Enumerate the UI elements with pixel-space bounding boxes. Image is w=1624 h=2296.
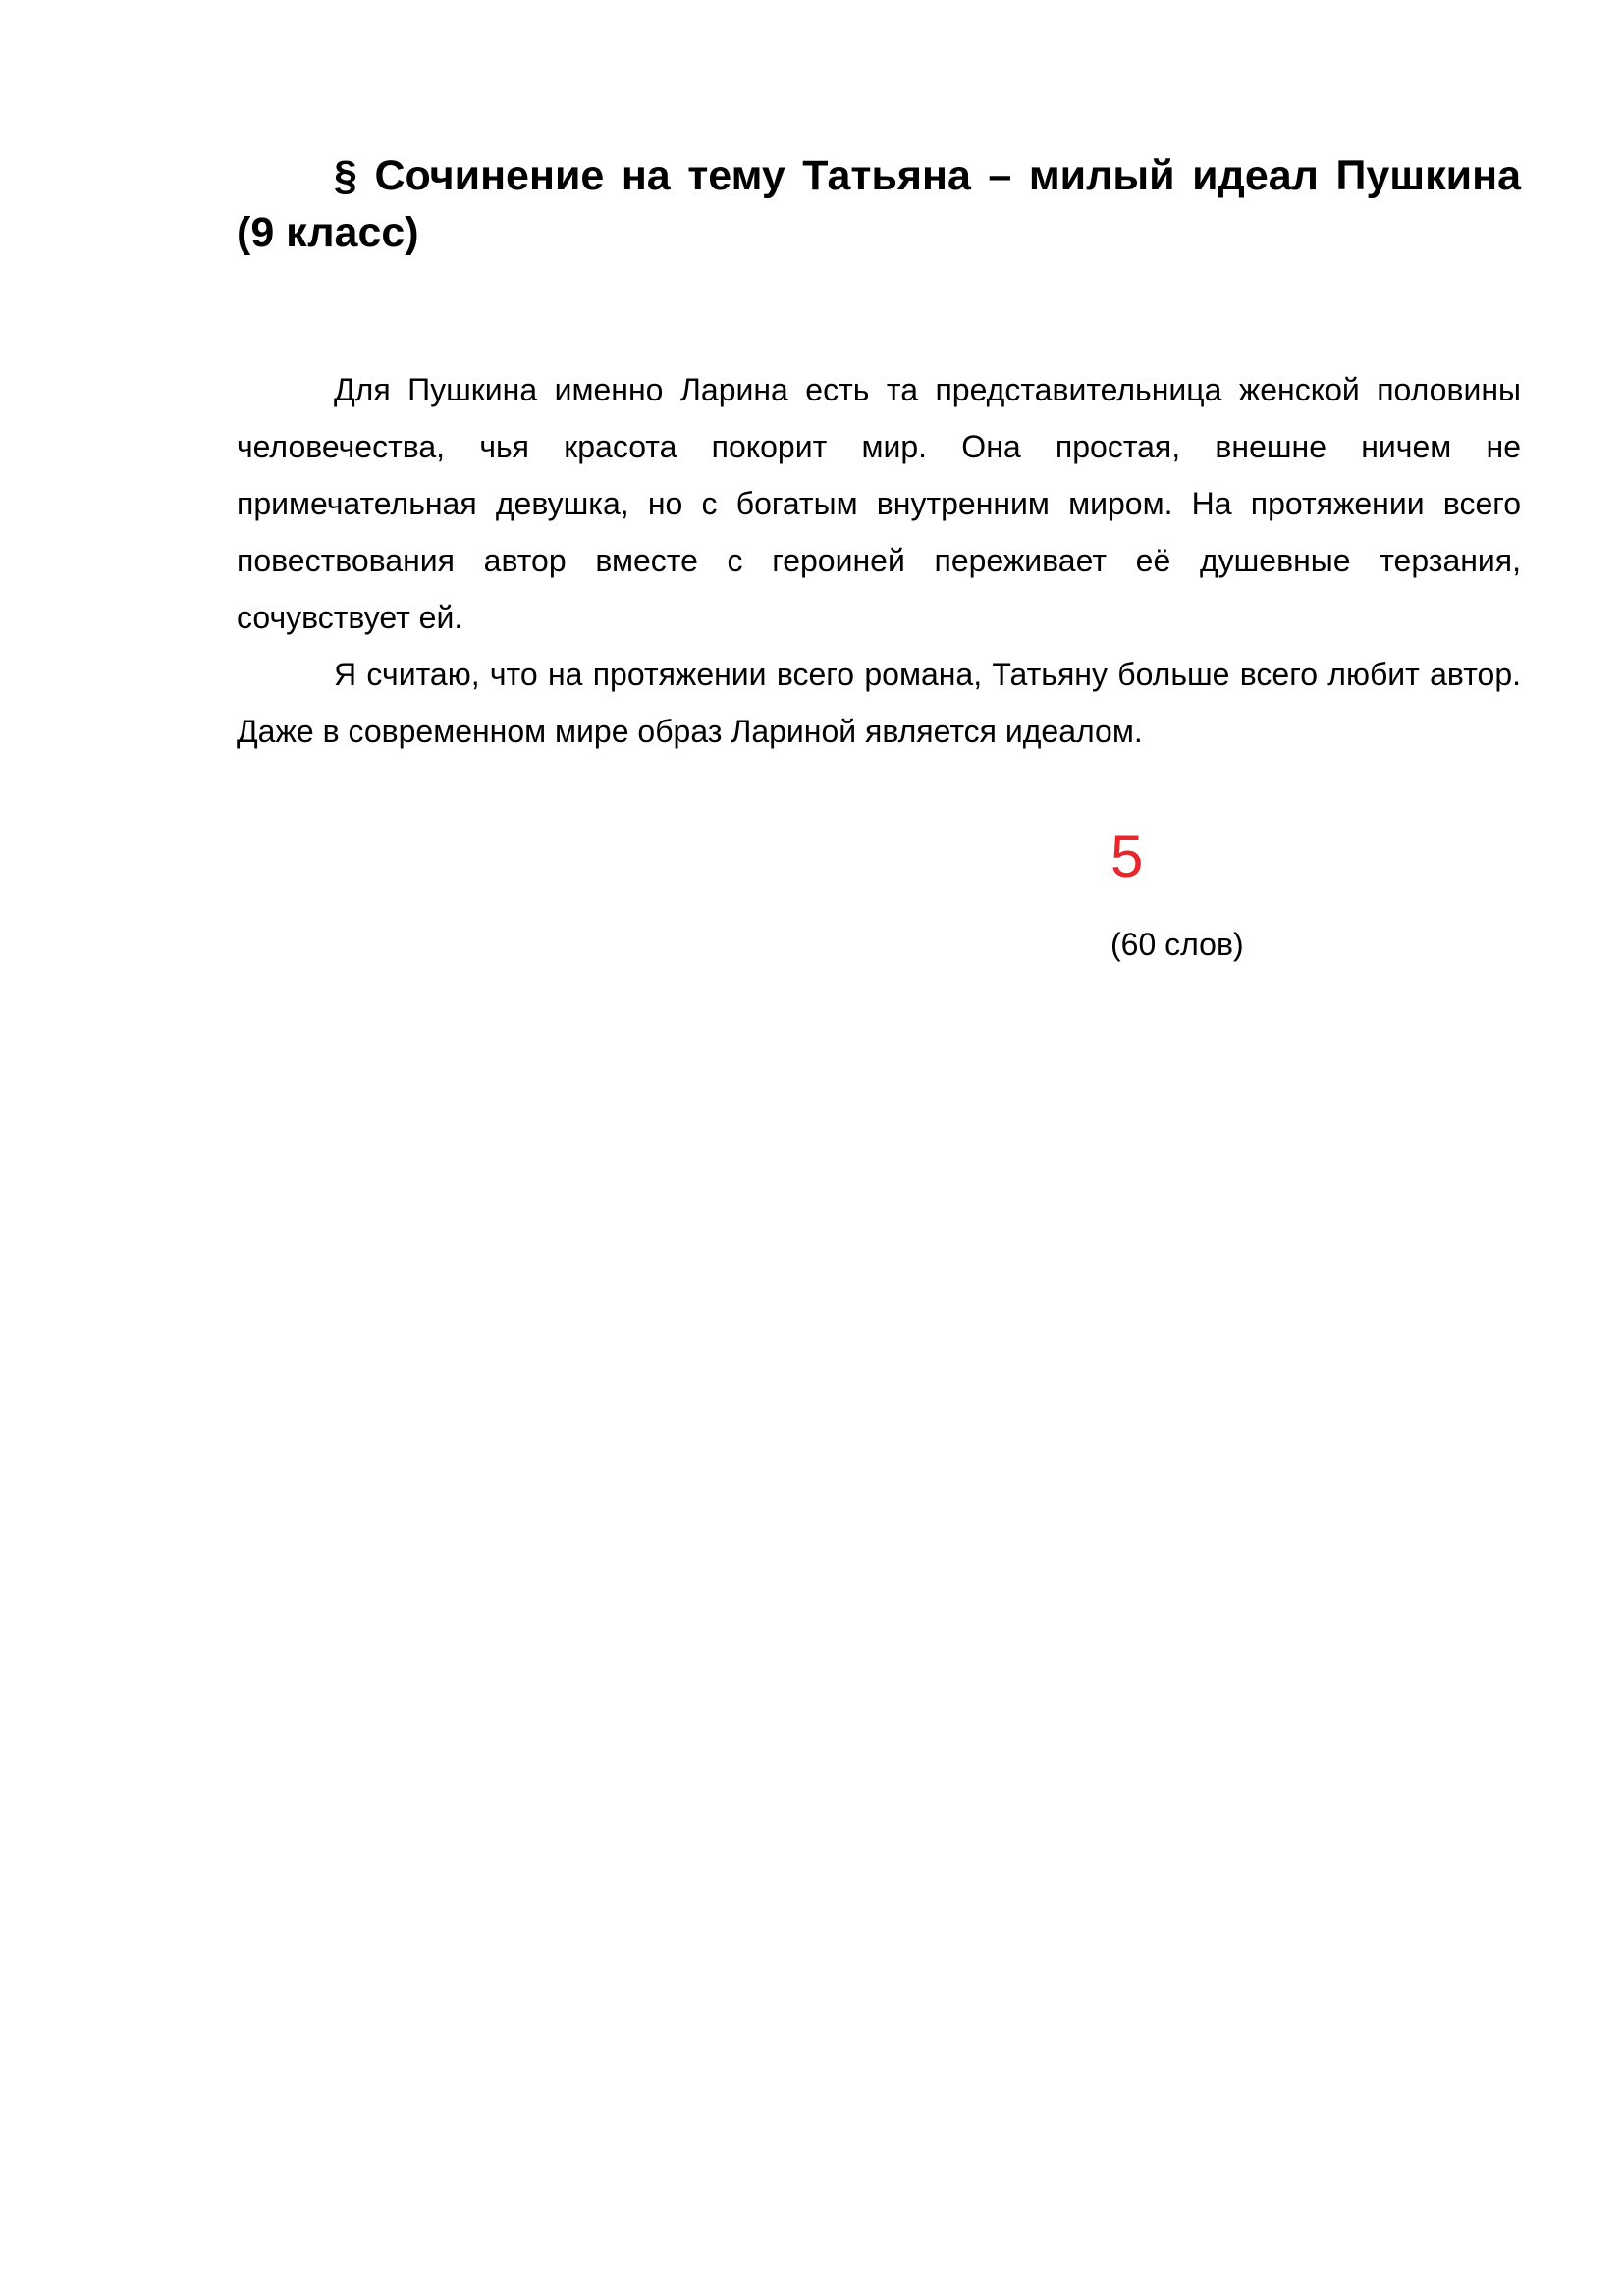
word-count: (60 слов) <box>1110 927 1244 962</box>
page-title: § Сочинение на тему Татьяна – милый идеал Пушкина (9 класс) <box>237 152 1521 256</box>
paragraph-1: Для Пушкина именно Ларина есть та представительница женской половины человечества, чья красота покорит мир. Она простая, внешне ничем не примечательная девушка, но с богатым внутренним миром. На протяжении всего повествования автор вместе с героиней переживает её душевные терзания, сочувствует ей. <box>237 372 1521 635</box>
paragraph-2: Я считаю, что на протяжении всего романа, Татьяну больше всего любит автор. Даже в современном мире образ Лариной является идеалом. <box>237 657 1521 749</box>
essay-body <box>237 361 1521 760</box>
grade-mark: 5 <box>1110 824 1144 889</box>
